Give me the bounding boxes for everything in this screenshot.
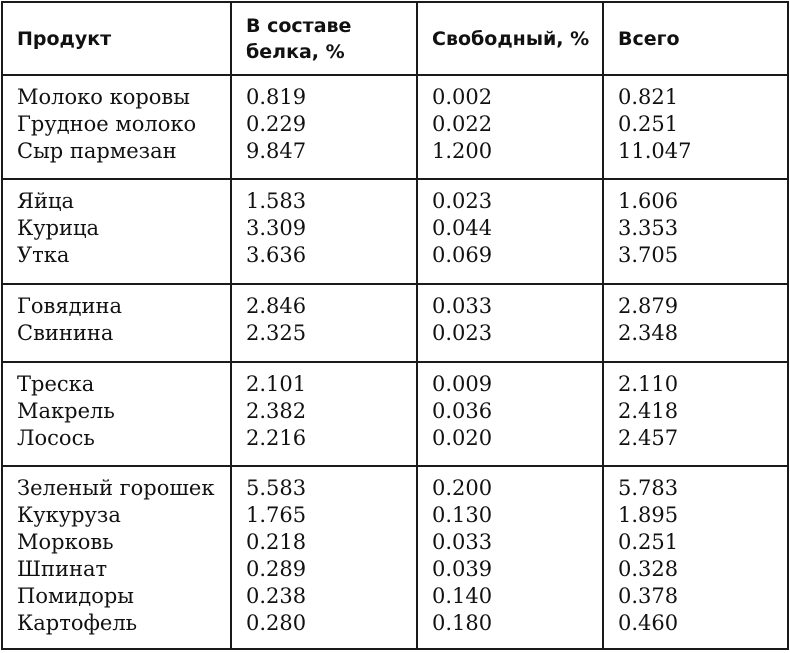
header-free: Свободный, %: [417, 2, 603, 75]
table-header-row: [2, 2, 788, 75]
table-row-group-fish: [2, 362, 788, 466]
product-cell: [2, 75, 231, 179]
bound-value: 3.636: [246, 243, 307, 267]
product-name: Утка: [17, 243, 70, 267]
bound-value: 2.101: [246, 372, 307, 396]
product-name: Шпинат: [17, 557, 108, 581]
product-cell: [2, 466, 231, 649]
product-name: Кукуруза: [17, 503, 121, 527]
bound-value: 2.382: [246, 399, 307, 423]
product-name: Лосось: [17, 426, 95, 450]
glutamate-table: [1, 1, 789, 650]
table-row-group-dairy: [2, 75, 788, 179]
total-value: 2.110: [618, 372, 679, 396]
bound-cell: [231, 284, 417, 362]
product-name: Сыр пармезан: [17, 139, 177, 163]
free-value: 1.200: [432, 139, 493, 163]
bound-cell: [231, 362, 417, 466]
free-value: 0.036: [432, 399, 493, 423]
total-cell: [603, 466, 788, 649]
free-value: 0.009: [432, 372, 493, 396]
total-value: 0.328: [618, 557, 679, 581]
total-cell: [603, 362, 788, 466]
free-value: 0.023: [432, 189, 493, 213]
total-cell: [603, 75, 788, 179]
free-value: 0.140: [432, 584, 493, 608]
total-value: 3.705: [618, 243, 679, 267]
free-cell: [417, 75, 603, 179]
bound-value: 2.846: [246, 294, 307, 318]
total-value: 0.460: [618, 611, 679, 635]
total-value: 0.251: [618, 530, 679, 554]
total-value: 5.783: [618, 476, 679, 500]
free-cell: [417, 466, 603, 649]
table-row-group-poultry: [2, 179, 788, 284]
product-cell: [2, 362, 231, 466]
product-name: Картофель: [17, 611, 138, 635]
free-value: 0.039: [432, 557, 493, 581]
bound-value: 1.583: [246, 189, 307, 213]
bound-value: 0.819: [246, 85, 307, 109]
product-cell: [2, 179, 231, 284]
total-value: 0.821: [618, 85, 679, 109]
free-value: 0.002: [432, 85, 493, 109]
free-cell: [417, 284, 603, 362]
free-value: 0.022: [432, 112, 493, 136]
total-value: 1.895: [618, 503, 679, 527]
bound-cell: [231, 179, 417, 284]
free-value: 0.200: [432, 476, 493, 500]
free-value: 0.023: [432, 321, 493, 345]
free-value: 0.180: [432, 611, 493, 635]
product-name: Молоко коровы: [17, 85, 190, 109]
total-value: 0.251: [618, 112, 679, 136]
free-value: 0.044: [432, 216, 493, 240]
total-value: 2.348: [618, 321, 679, 345]
total-value: 2.879: [618, 294, 679, 318]
bound-value: 0.229: [246, 112, 307, 136]
total-value: 2.457: [618, 426, 679, 450]
product-name: Говядина: [17, 294, 123, 318]
product-name: Помидоры: [17, 584, 135, 608]
bound-value: 0.218: [246, 530, 307, 554]
product-name: Грудное молоко: [17, 112, 197, 136]
product-name: Яйца: [17, 189, 74, 213]
bound-value: 3.309: [246, 216, 307, 240]
bound-cell: [231, 466, 417, 649]
bound-value: 0.238: [246, 584, 307, 608]
table-row-group-vegetables: [2, 466, 788, 649]
total-value: 3.353: [618, 216, 679, 240]
free-value: 0.130: [432, 503, 493, 527]
total-cell: [603, 179, 788, 284]
free-value: 0.033: [432, 294, 493, 318]
header-total: Всего: [603, 2, 788, 75]
bound-value: 2.216: [246, 426, 307, 450]
total-value: 11.047: [618, 139, 692, 163]
bound-value: 0.280: [246, 611, 307, 635]
product-name: Макрель: [17, 399, 115, 423]
product-name: Курица: [17, 216, 100, 240]
total-value: 2.418: [618, 399, 679, 423]
free-cell: [417, 362, 603, 466]
table-row-group-meat: [2, 284, 788, 362]
total-value: 0.378: [618, 584, 679, 608]
product-name: Зеленый горошек: [17, 476, 215, 500]
bound-value: 0.289: [246, 557, 307, 581]
free-value: 0.020: [432, 426, 493, 450]
product-name: Морковь: [17, 530, 114, 554]
bound-value: 1.765: [246, 503, 307, 527]
product-name: Треска: [17, 372, 95, 396]
free-cell: [417, 179, 603, 284]
free-value: 0.069: [432, 243, 493, 267]
bound-value: 2.325: [246, 321, 307, 345]
bound-cell: [231, 75, 417, 179]
total-cell: [603, 284, 788, 362]
free-value: 0.033: [432, 530, 493, 554]
total-value: 1.606: [618, 189, 679, 213]
bound-value: 9.847: [246, 139, 307, 163]
header-bound: В составе белка, %: [231, 2, 417, 75]
bound-value: 5.583: [246, 476, 307, 500]
header-product: Продукт: [2, 2, 231, 75]
product-cell: [2, 284, 231, 362]
product-name: Свинина: [17, 321, 114, 345]
